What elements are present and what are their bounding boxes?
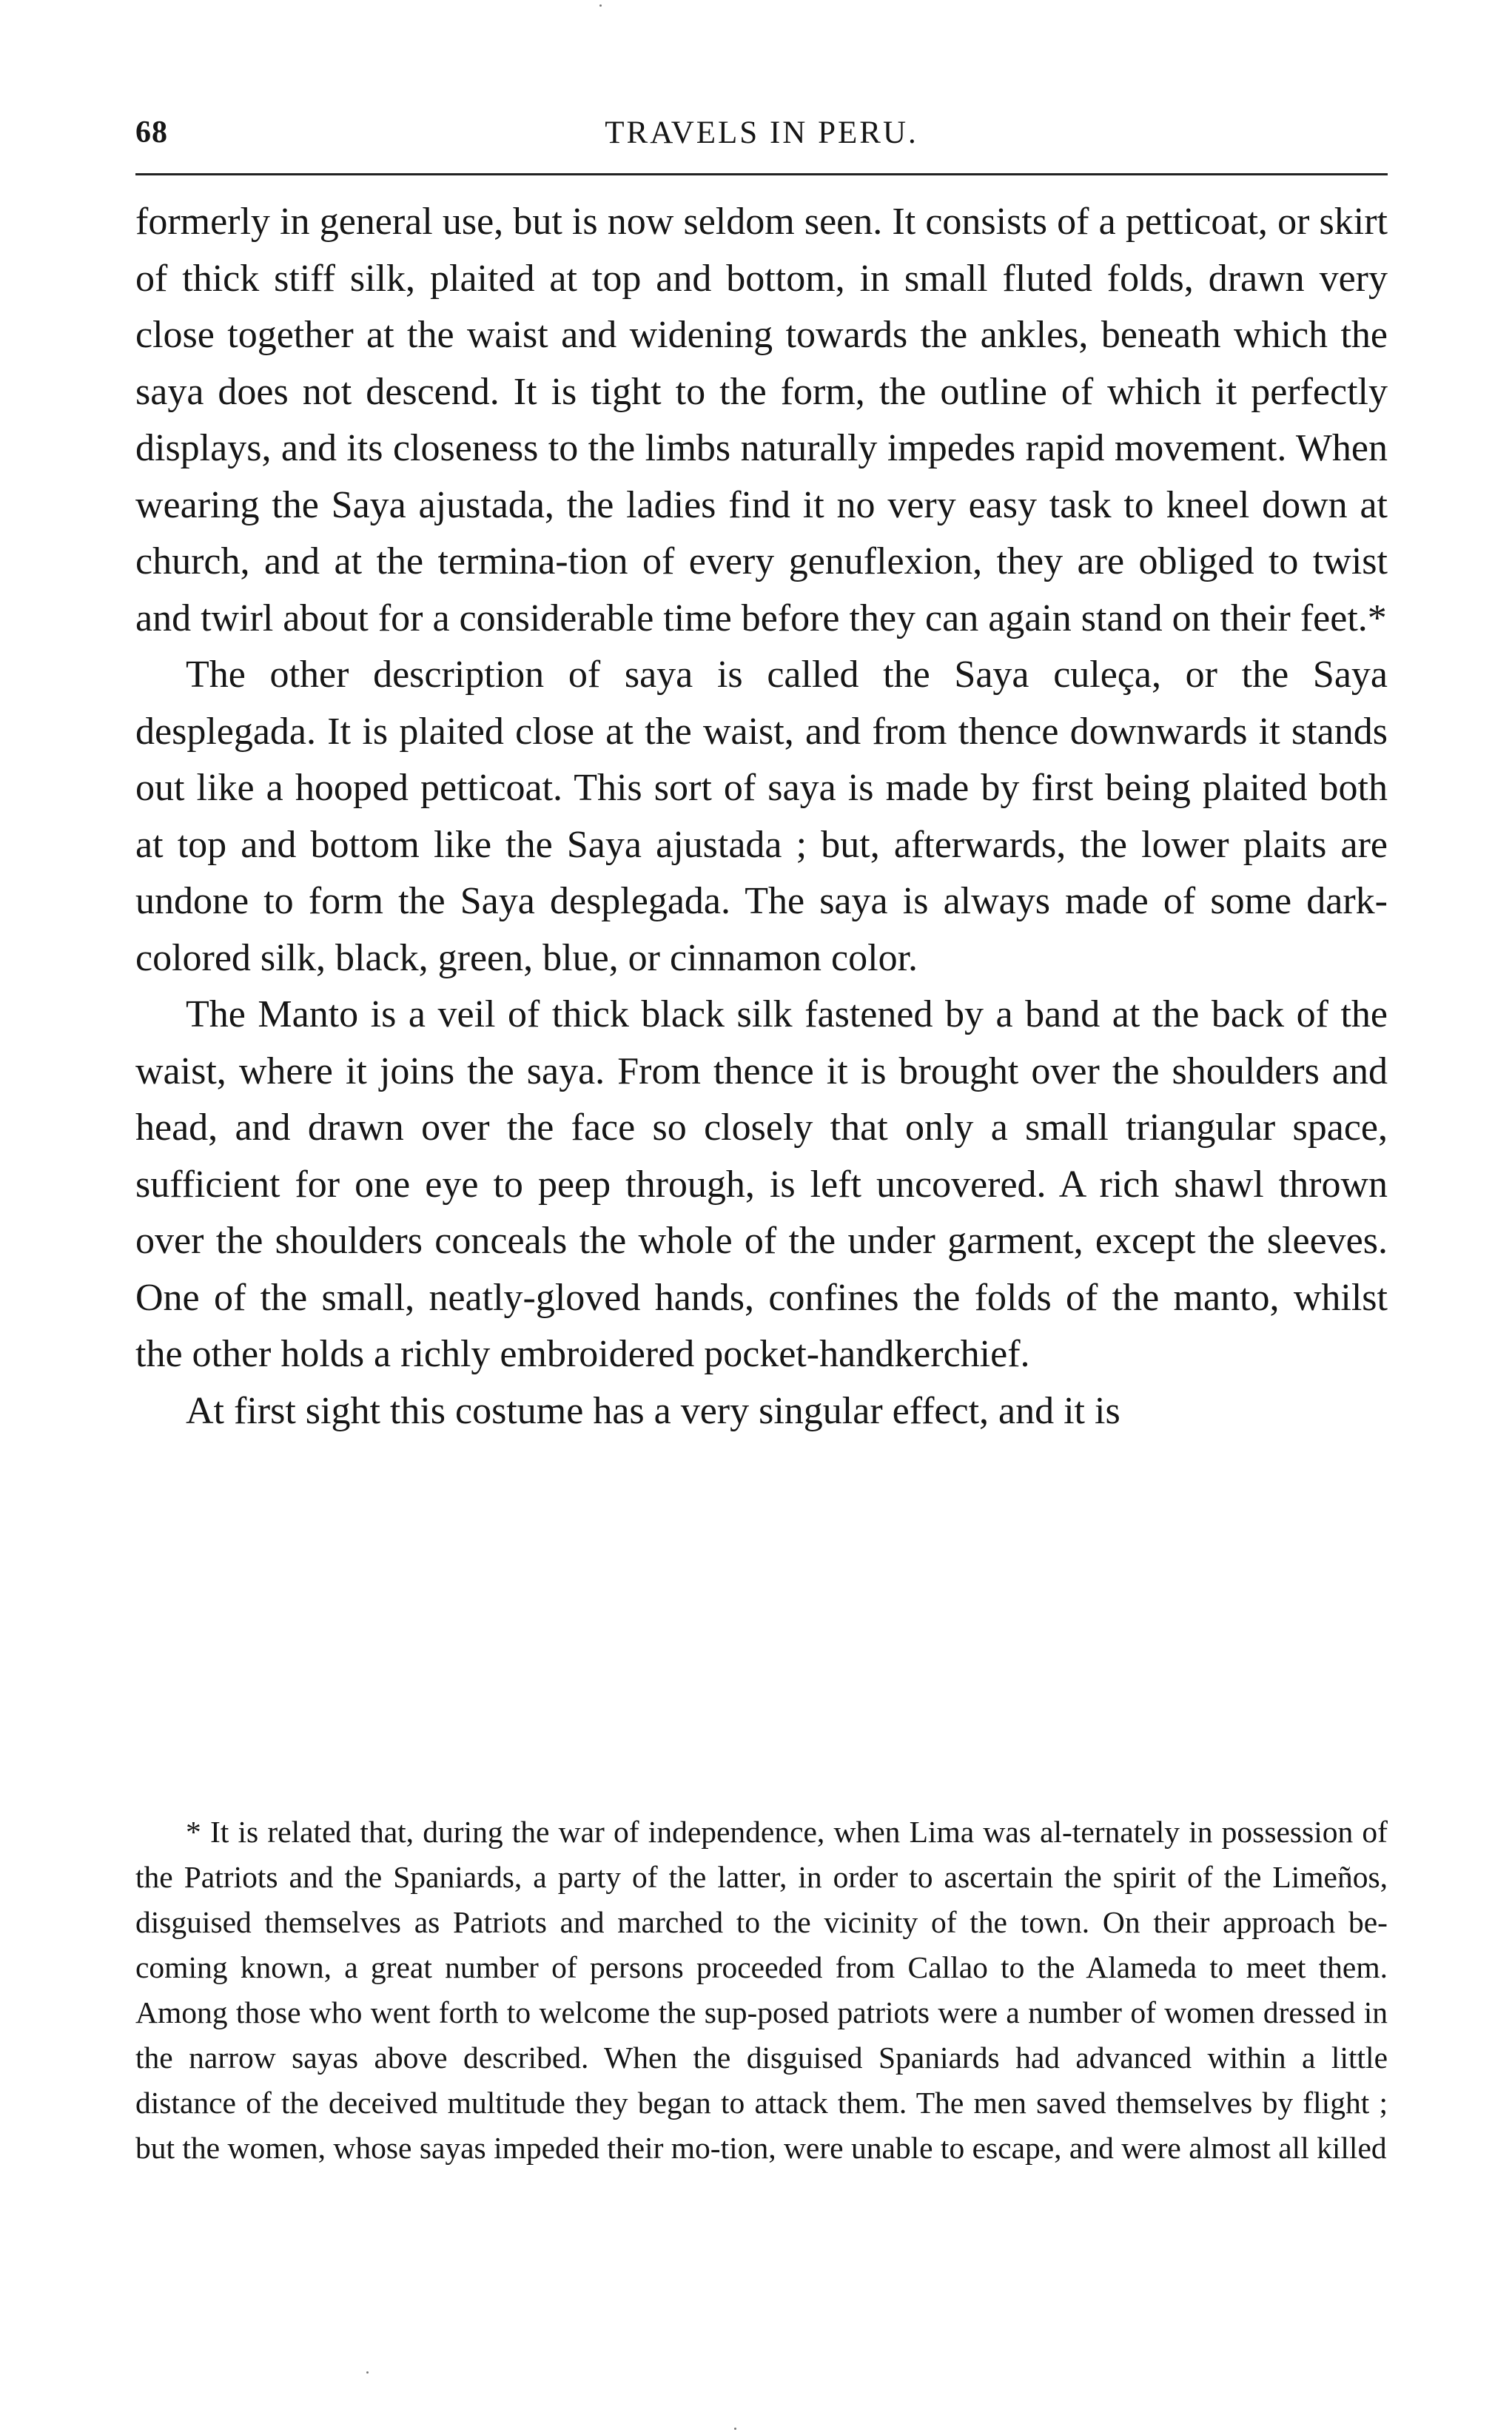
paragraph-2: The other description of saya is called the Saya culeça, or the Saya desplegada. It is plaited close at the waist, and from thence downwards it stands out like a hooped petticoat. This sort of saya is made by first being plaited both at top and bottom like the Saya ajustada ; but, afterwards, the lower plaits are undone to form the Saya desplegada. The saya is always made of some dark-colored silk, black, green, blue, or cinnamon color. (135, 654, 1388, 979)
page-header (135, 115, 1388, 159)
paragraph-4: At first sight this costume has a very singular effect, and it is (186, 1389, 1120, 1432)
body-text (135, 194, 1388, 1440)
page-number: 68 (135, 115, 168, 150)
footnote (135, 1810, 1388, 2171)
scan-speck (734, 2428, 736, 2430)
header-rule (135, 173, 1388, 175)
footnote-text: * It is related that, during the war of independence, when Lima was al-ternately in possession of the Patriots and the Spaniards, a party of the latter, in order to ascertain the spirit of the Limeños, disguised themselves as Patriots and marched to the vicinity of the town. On their approach be-coming known, a great number of persons proceeded from Callao to the Alameda to meet them. Among those who went forth to welcome the sup-posed patriots were a number of women dressed in the narrow sayas above described. When the disguised Spaniards had advanced within a little distance of the deceived multitude they began to attack them. The men saved themselves by flight ; but the women, whose sayas impeded their mo-tion, were unable to escape, and were almost all killed (135, 1815, 1388, 2165)
scan-speck (366, 2371, 369, 2374)
scan-speck (599, 4, 602, 7)
running-title: TRAVELS IN PERU. (605, 115, 918, 150)
paragraph-3: The Manto is a veil of thick black silk fastened by a band at the back of the waist, where it joins the saya. From thence it is brought over the shoulders and head, and drawn over the face so closely that only a small triangular space, sufficient for one eye to peep through, is left uncovered. A rich shawl thrown over the shoulders conceals the whole of the under garment, except the sleeves. One of the small, neatly-gloved hands, confines the folds of the manto, whilst the other holds a richly embroidered pocket-handkerchief. (135, 993, 1388, 1375)
paragraph-1: formerly in general use, but is now seldom seen. It consists of a petticoat, or skirt of thick stiff silk, plaited at top and bottom, in small fluted folds, drawn very close together at the waist and widening towards the ankles, beneath which the saya does not descend. It is tight to the form, the outline of which it perfectly displays, and its closeness to the limbs naturally impedes rapid movement. When wearing the Saya ajustada, the ladies find it no very easy task to kneel down at church, and at the termina-tion of every genuflexion, they are obliged to twist and twirl about for a considerable time before they can again stand on their feet.* (135, 201, 1388, 639)
